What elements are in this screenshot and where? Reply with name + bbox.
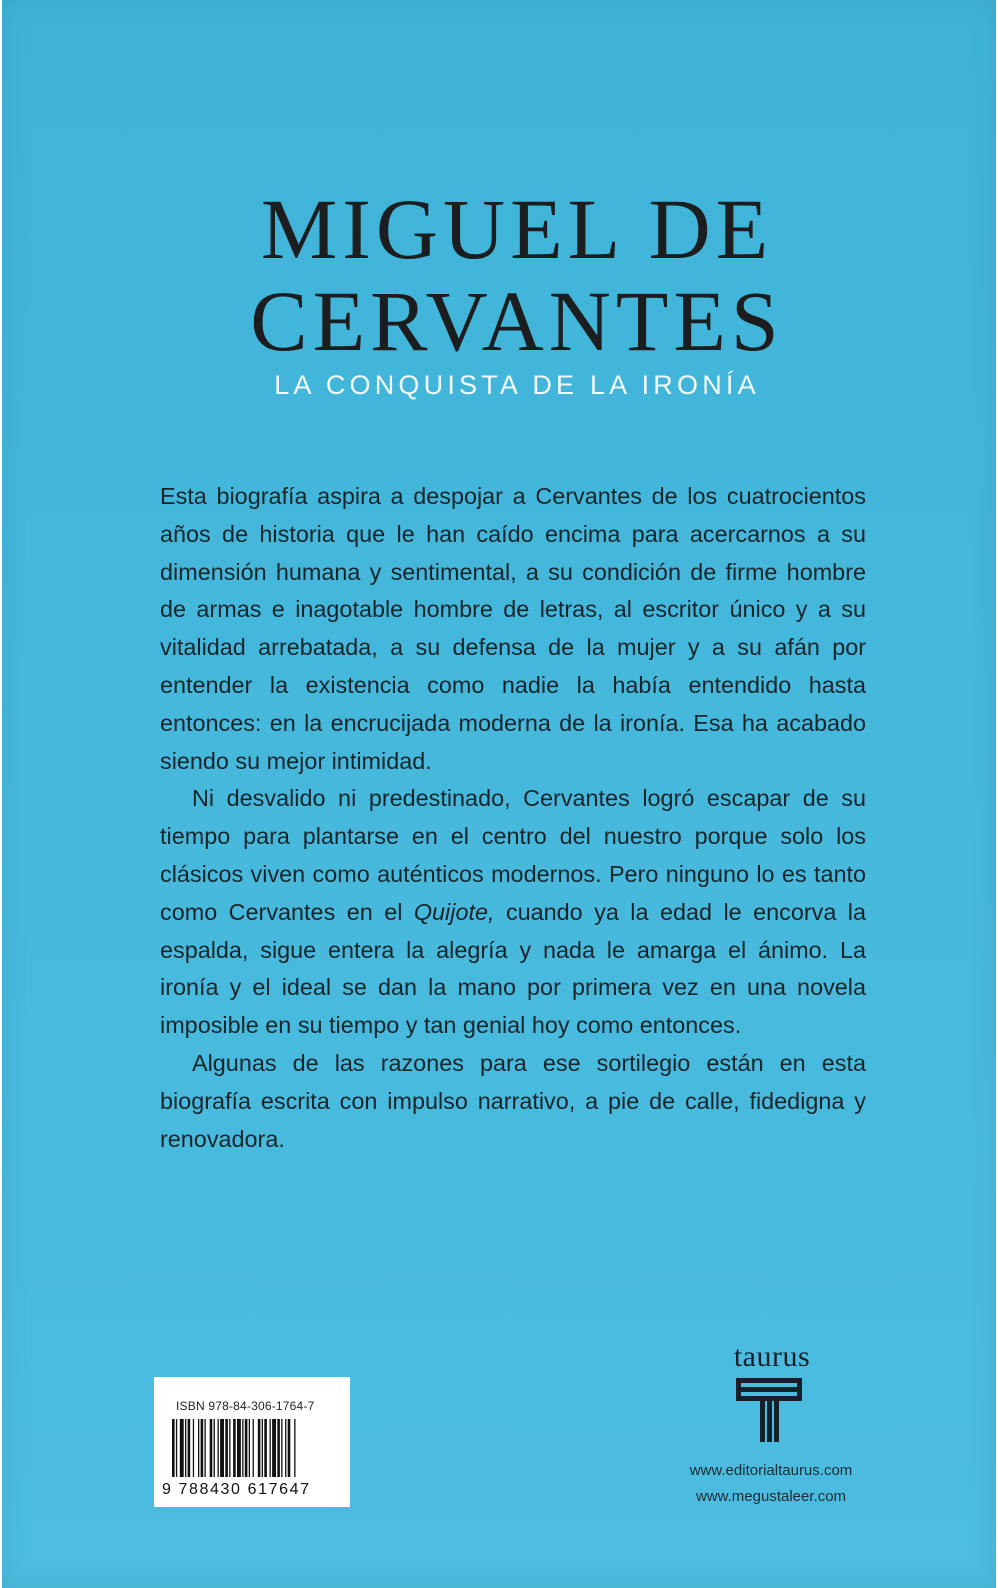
publisher-url-2[interactable]: www.megustaleer.com	[695, 1488, 847, 1505]
blurb-paragraph-2-part-2: cuando ya la edad le encorva la espalda, sigue entera la alegría y nada le amarga el ánimo. La ironía y el ideal se dan la mano por primera vez en una novela imposible en su tiempo y tan genial hoy como entonces.	[160, 898, 866, 1039]
publisher-name: taurus	[733, 1340, 811, 1373]
blurb-paragraph-2-part-1: Ni desvalido ni predestinado, Cervantes logró escapar de su tiempo para plantarse en el centro del nuestro porque solo los clásicos viven como auténticos modernos. Pero ninguno lo es tanto como Cervantes en el	[160, 785, 866, 925]
blurb-paragraph-3: Algunas de las razones para ese sortilegio están en esta biografía escrita con impulso narrativo, a pie de calle, fidedigna y renovadora.	[160, 1049, 866, 1152]
quijote-italic: Quijote,	[413, 898, 495, 925]
blurb-paragraph-1: Esta biografía aspira a despojar a Cervantes de los cuatrocientos años de historia que le han caído encima para acercarnos a su dimensión humana y sentimental, a su condición de firme hombre de armas e inagotable hombre de letras, al escritor único y a su vitalidad arrebatada, a su defensa de la mujer y a su afán por entender la existencia como nadie la había entendido hasta entonces: en la encrucijada moderna de la ironía. Esa ha acabado siendo su mejor intimidad.	[160, 483, 866, 774]
subtitle: LA CONQUISTA DE LA IRONÍA	[274, 370, 760, 400]
isbn-barcode-box	[154, 1377, 350, 1507]
blurb-paragraph-2	[160, 780, 866, 1045]
title-line-2: CERVANTES	[250, 273, 784, 369]
publisher-url-1[interactable]: www.editorialtaurus.com	[689, 1462, 853, 1479]
barcode-digits: 9 788430 617647	[162, 1481, 311, 1498]
title-line-1: MIGUEL DE	[260, 181, 774, 277]
blurb-text	[160, 478, 866, 1158]
isbn-label: ISBN 978-84-306-1764-7	[176, 1399, 315, 1413]
book-back-cover	[2, 0, 996, 1588]
taurus-t-logo-icon	[736, 1378, 802, 1442]
barcode-icon	[172, 1419, 334, 1479]
